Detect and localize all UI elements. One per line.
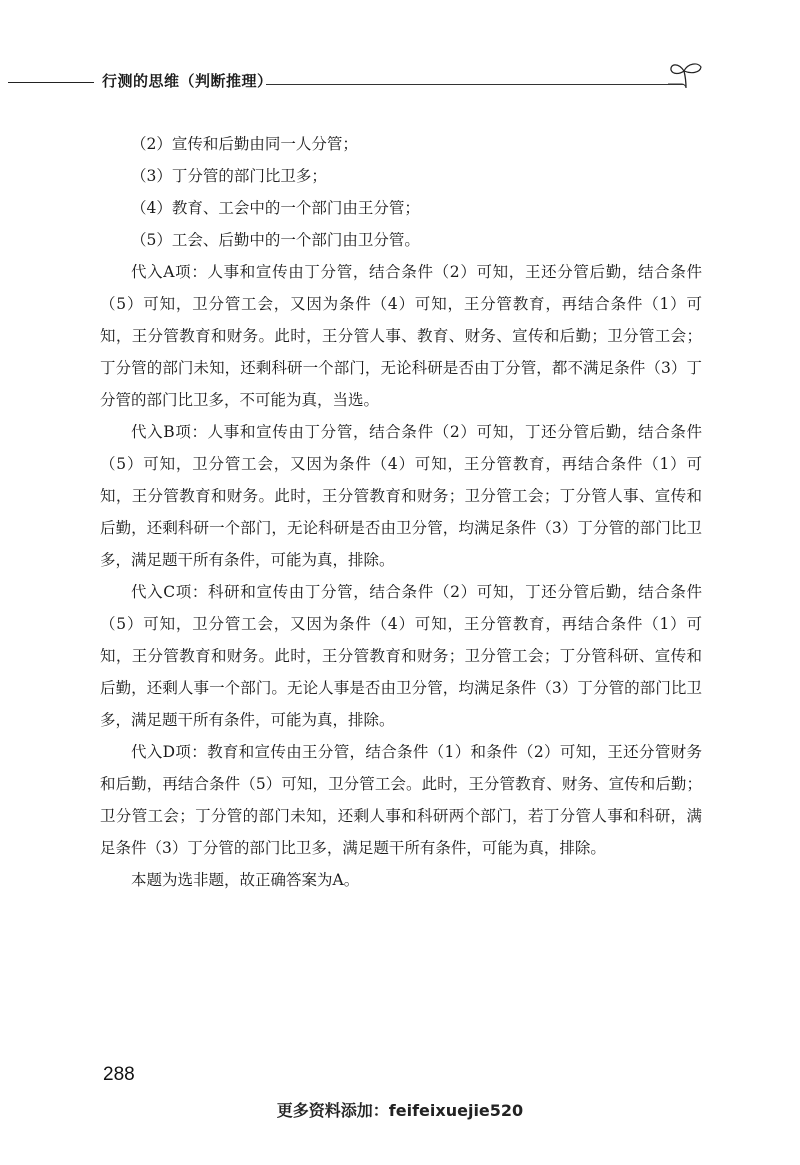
page-number: 288 — [103, 1064, 135, 1085]
condition-4: （4）教育、工会中的一个部门由王分管； — [131, 199, 420, 217]
paragraph-conclusion: 本题为选非题，故正确答案为A。 — [131, 871, 360, 889]
condition-2: （2）宣传和后勤由同一人分管； — [131, 135, 358, 153]
paragraph-option-c: 代入C项：科研和宣传由丁分管，结合条件（2）可知，丁还分管后勤，结合条件（5）可知，卫分管工会，又因为条件（4）可知，王分管教育，再结合条件（1）可知，王分管教育和财务。此时，王分管教育和财务；卫分管工会；丁分管科研、宣传和后勤，还剩人事一个部门。无论人事是否由卫分管，均满足条件（3）丁分管的部门比卫多，满足题干所有条件，可能为真，排除。 — [100, 583, 702, 729]
book-title: 行测的思维（判断推理） — [102, 72, 273, 90]
condition-5: （5）工会、后勤中的一个部门由卫分管。 — [131, 231, 420, 249]
running-header — [0, 60, 800, 100]
condition-3: （3）丁分管的部门比卫多； — [131, 167, 327, 185]
sprout-icon — [668, 60, 704, 90]
header-rule-left — [8, 82, 94, 83]
paragraph-option-b: 代入B项：人事和宣传由丁分管，结合条件（2）可知，丁还分管后勤，结合条件（5）可知，卫分管工会，又因为条件（4）可知，王分管教育，再结合条件（1）可知，王分管教育和财务。此时，王分管教育和财务；卫分管工会；丁分管人事、宣传和后勤，还剩科研一个部门，无论科研是否由卫分管，均满足条件（3）丁分管的部门比卫多，满足题干所有条件，可能为真，排除。 — [100, 423, 702, 569]
main-content — [100, 128, 702, 896]
header-rule-right — [266, 84, 684, 85]
paragraph-option-a: 代入A项：人事和宣传由丁分管，结合条件（2）可知，王还分管后勤，结合条件（5）可知，卫分管工会，又因为条件（4）可知，王分管教育，再结合条件（1）可知，王分管教育和财务。此时，王分管人事、教育、财务、宣传和后勤；卫分管工会；丁分管的部门未知，还剩科研一个部门，无论科研是否由丁分管，都不满足条件（3）丁分管的部门比卫多，不可能为真，当选。 — [100, 263, 702, 409]
footer-note: 更多资料添加：feifeixuejie520 — [276, 1101, 524, 1120]
paragraph-option-d: 代入D项：教育和宣传由王分管，结合条件（1）和条件（2）可知，王还分管财务和后勤，再结合条件（5）可知，卫分管工会。此时，王分管教育、财务、宣传和后勤；卫分管工会；丁分管的部门未知，还剩人事和科研两个部门，若丁分管人事和科研，满足条件（3）丁分管的部门比卫多，满足题干所有条件，可能为真，排除。 — [100, 743, 702, 857]
